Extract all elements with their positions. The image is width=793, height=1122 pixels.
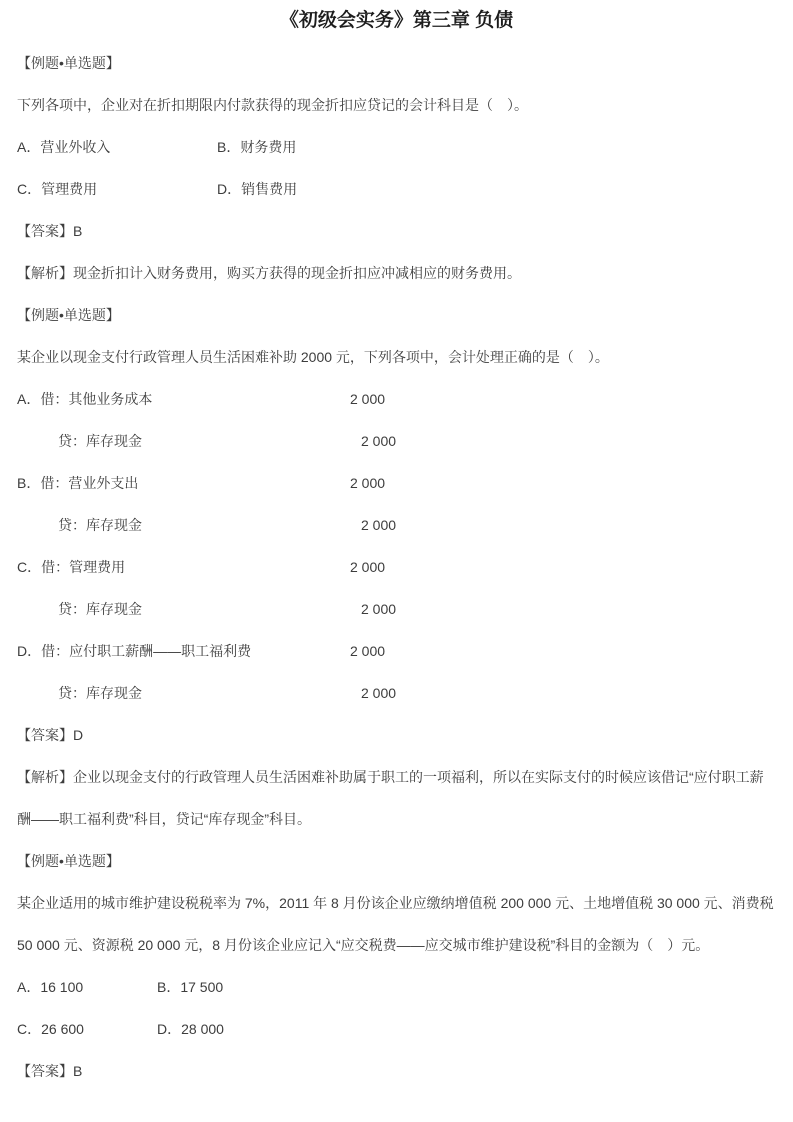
question-3-answer: 【答案】B — [17, 1063, 83, 1079]
entry-c-credit-amount: 2 000 — [361, 601, 397, 617]
question-1-option-c: C．管理费用 — [17, 181, 98, 197]
question-3-option-c: C．26 600 — [17, 1021, 84, 1037]
question-3-stem-line-2: 50 000 元、资源税 20 000 元，8 月份该企业应记入“应交税费——应交城市维护建设税”科目的金额为（ ）元。 — [17, 937, 710, 953]
question-1-option-a: A．营业外收入 — [17, 139, 111, 155]
document-body — [0, 42, 793, 1092]
question-1-answer: 【答案】B — [17, 223, 83, 239]
page-title: 《初级会实务》第三章 负债 — [279, 10, 514, 31]
question-1-tag: 【例题•单选题】 — [17, 55, 120, 71]
entry-a-debit-amount: 2 000 — [350, 391, 386, 407]
entry-c-debit-amount: 2 000 — [350, 559, 386, 575]
question-3-option-a: A．16 100 — [17, 979, 84, 995]
entry-d-credit-amount: 2 000 — [361, 685, 397, 701]
question-3-option-row-cd — [17, 1008, 779, 1050]
entry-b-credit-text: 贷：库存现金 — [58, 517, 142, 533]
question-2-analysis-line-2: 酬——职工福利费”科目，贷记“库存现金”科目。 — [17, 811, 311, 827]
entry-b-credit-amount: 2 000 — [361, 517, 397, 533]
question-1-option-b: B．财务费用 — [217, 139, 297, 155]
question-1-option-row-cd — [17, 168, 779, 210]
entry-d-debit-text: D．借：应付职工薪酬——职工福利费 — [17, 643, 252, 659]
question-1-analysis: 【解析】现金折扣计入财务费用，购买方获得的现金折扣应冲减相应的财务费用。 — [17, 265, 521, 281]
entry-b-debit-text: B．借：营业外支出 — [17, 475, 139, 491]
entry-c-credit-text: 贷：库存现金 — [58, 601, 142, 617]
question-2-entry-d-credit-line — [17, 672, 779, 714]
entry-b-debit-amount: 2 000 — [350, 475, 386, 491]
entry-a-debit-text: A．借：其他业务成本 — [17, 391, 153, 407]
question-2-entry-a-credit-line — [17, 420, 779, 462]
question-1-option-row-ab — [17, 126, 779, 168]
question-2-entry-d-debit-line — [17, 630, 779, 672]
question-2-entry-a-debit-line — [17, 378, 779, 420]
question-3-option-b: B．17 500 — [157, 979, 224, 995]
question-2-analysis-line-1: 【解析】企业以现金支付的行政管理人员生活困难补助属于职工的一项福利，所以在实际支付的时候应该借记“应付职工薪 — [17, 769, 764, 785]
question-2-stem: 某企业以现金支付行政管理人员生活困难补助 2000 元，下列各项中，会计处理正确的是（ ）。 — [17, 349, 609, 365]
question-1-stem: 下列各项中，企业对在折扣期限内付款获得的现金折扣应贷记的会计科目是（ ）。 — [17, 97, 528, 113]
question-2-entry-c-debit-line — [17, 546, 779, 588]
entry-a-credit-text: 贷：库存现金 — [58, 433, 142, 449]
question-3-option-d: D．28 000 — [157, 1021, 224, 1037]
question-2-entry-b-debit-line — [17, 462, 779, 504]
entry-a-credit-amount: 2 000 — [361, 433, 397, 449]
question-3-stem-line-1: 某企业适用的城市维护建设税税率为 7%，2011 年 8 月份该企业应缴纳增值税 200 000 元、土地增值税 30 000 元、消费税 — [17, 895, 774, 911]
question-1-option-d: D．销售费用 — [217, 181, 298, 197]
question-2-tag: 【例题•单选题】 — [17, 307, 120, 323]
question-2-entry-c-credit-line — [17, 588, 779, 630]
question-2-answer: 【答案】D — [17, 727, 84, 743]
entry-c-debit-text: C．借：管理费用 — [17, 559, 126, 575]
entry-d-credit-text: 贷：库存现金 — [58, 685, 142, 701]
question-3-tag: 【例题•单选题】 — [17, 853, 120, 869]
question-2-entry-b-credit-line — [17, 504, 779, 546]
entry-d-debit-amount: 2 000 — [350, 643, 386, 659]
question-3-option-row-ab — [17, 966, 779, 1008]
